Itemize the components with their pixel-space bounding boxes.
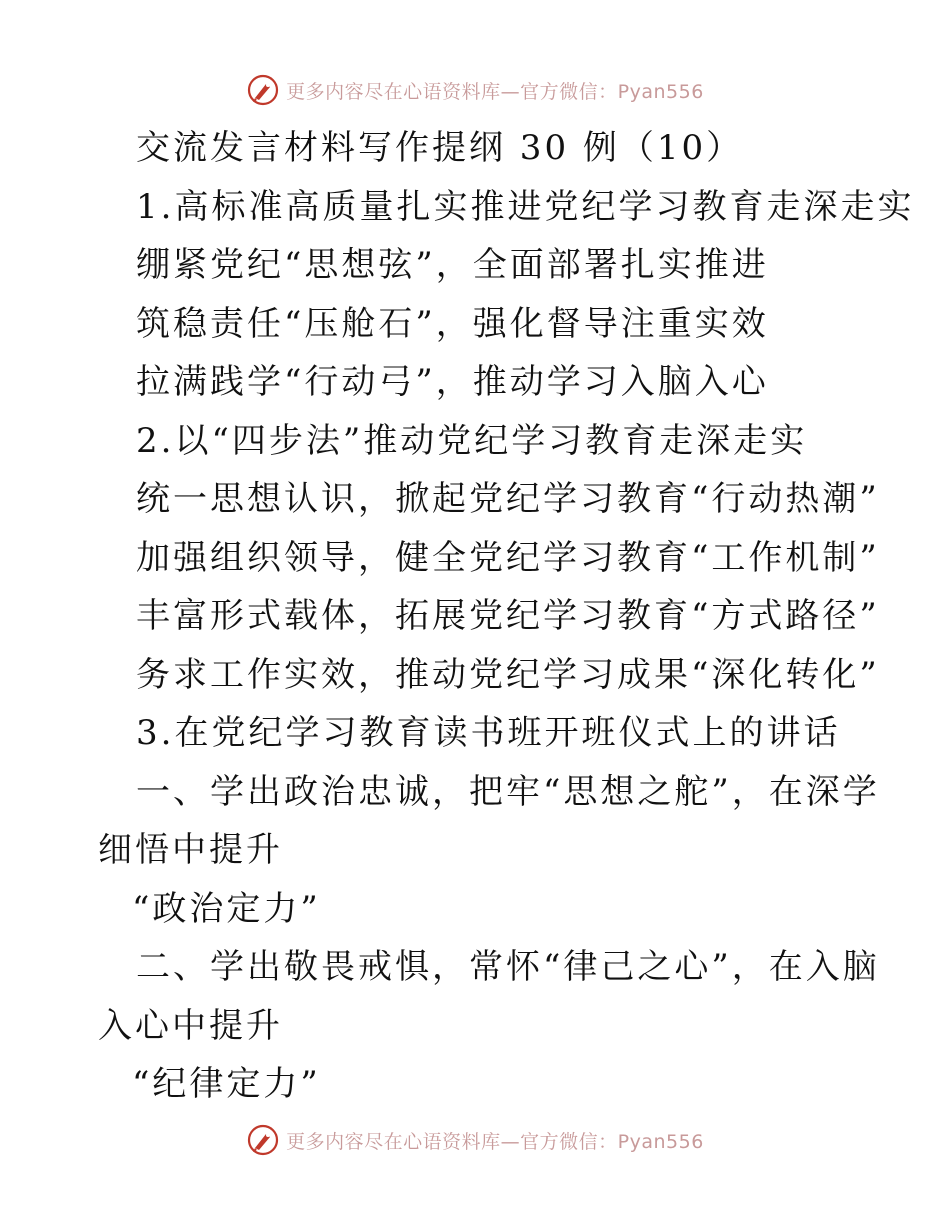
outline-line-continued: 细悟中提升 [98, 830, 283, 870]
outline-line-continued: “政治定力” [132, 889, 321, 929]
outline-line: 务求工作实效，推动党纪学习成果“深化转化” [136, 655, 880, 695]
outline-line: 一、学出政治忠诚，把牢“思想之舵”，在深学 [136, 772, 880, 812]
outline-line: 筑稳责任“压舱石”，强化督导注重实效 [136, 304, 769, 344]
outline-line: 拉满践学“行动弓”，推动学习入脑入心 [136, 362, 769, 402]
heading-2: 2.以“四步法”推动党纪学习教育走深走实 [136, 421, 808, 461]
document-title: 交流发言材料写作提纲 30 例（10） [136, 128, 744, 168]
heading-3: 3.在党纪学习教育读书班开班仪式上的讲话 [136, 713, 841, 753]
outline-line-continued: 入心中提升 [98, 1006, 283, 1046]
outline-line: 加强组织领导，健全党纪学习教育“工作机制” [136, 538, 880, 578]
outline-line: 二、学出敬畏戒惧，常怀“律己之心”，在入脑 [136, 947, 880, 987]
outline-line: 绷紧党纪“思想弦”，全面部署扎实推进 [136, 245, 769, 285]
outline-line: 丰富形式载体，拓展党纪学习教育“方式路径” [136, 596, 880, 636]
header-watermark-banner [0, 70, 950, 110]
pen-nib-logo-icon [246, 1123, 280, 1157]
heading-1: 1.高标准高质量扎实推进党纪学习教育走深走实 [136, 187, 915, 227]
watermark-text: 更多内容尽在心语资料库—官方微信：Pyan556 [286, 80, 704, 103]
footer-watermark-banner [0, 1120, 950, 1160]
outline-line-continued: “纪律定力” [132, 1064, 321, 1104]
pen-nib-logo-icon [246, 73, 280, 107]
outline-line: 统一思想认识，掀起党纪学习教育“行动热潮” [136, 479, 880, 519]
watermark-text: 更多内容尽在心语资料库—官方微信：Pyan556 [286, 1130, 704, 1153]
